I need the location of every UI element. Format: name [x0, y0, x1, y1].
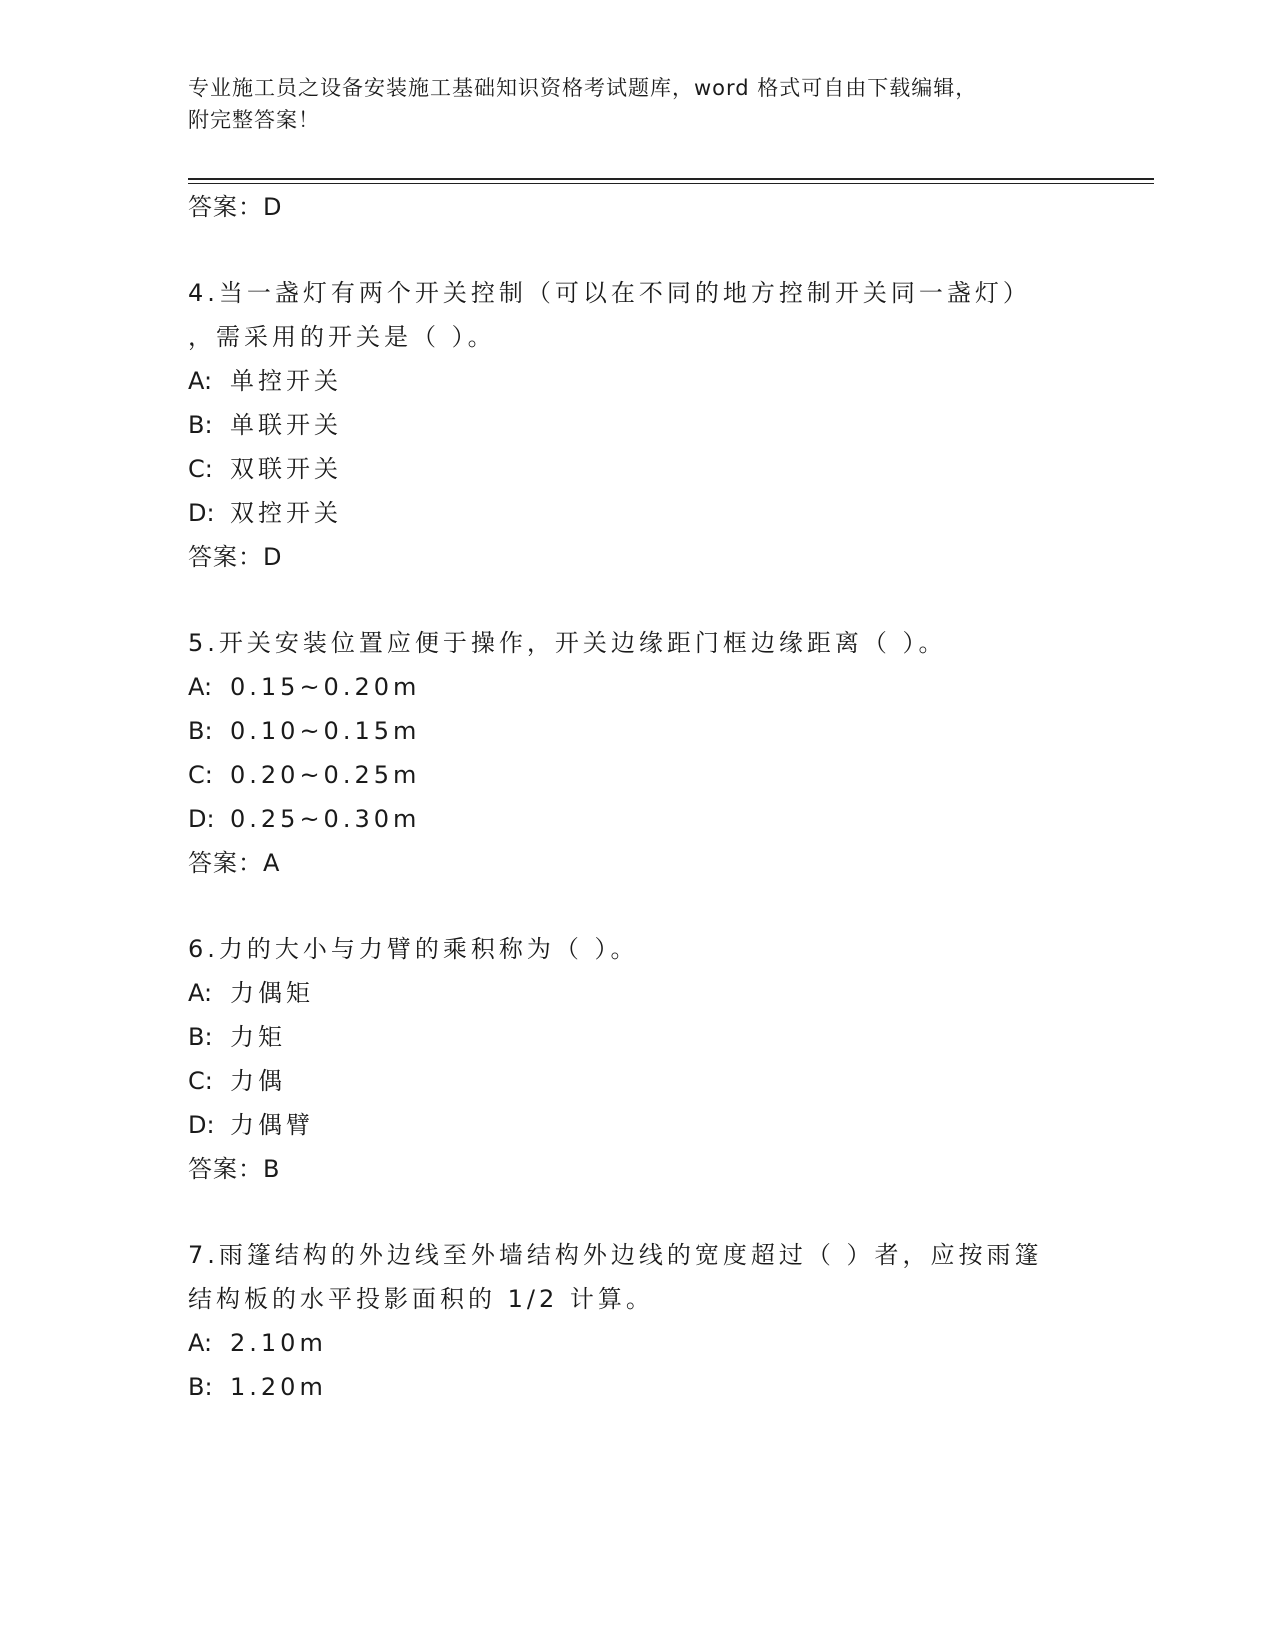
- option-label: A:: [188, 367, 213, 395]
- option-label: B:: [188, 1023, 213, 1051]
- question-7-option-a: [188, 1328, 327, 1358]
- question-6-option-d: [188, 1110, 314, 1140]
- question-4-option-c: [188, 454, 342, 484]
- answer-prev: 答案：D: [188, 193, 283, 221]
- option-text: 单联开关: [230, 411, 342, 439]
- option-text: 双控开关: [230, 499, 342, 527]
- option-label: A:: [188, 1329, 213, 1357]
- page-header: [188, 72, 1068, 136]
- option-label: D:: [188, 1111, 215, 1139]
- question-7-option-b: [188, 1372, 327, 1402]
- header-rule-thin: [188, 183, 1154, 184]
- option-text: 0.25~0.30m: [230, 805, 421, 833]
- option-label: A:: [188, 673, 213, 701]
- option-text: 力偶矩: [230, 979, 314, 1007]
- question-5-option-b: [188, 716, 420, 746]
- question-4-text-line-1: 4.当一盏灯有两个开关控制（可以在不同的地方控制开关同一盏灯）: [188, 279, 1031, 307]
- option-text: 力偶臂: [230, 1111, 314, 1139]
- option-label: D:: [188, 499, 215, 527]
- header-line-1: 专业施工员之设备安装施工基础知识资格考试题库，word 格式可自由下载编辑，: [188, 76, 978, 100]
- option-label: C:: [188, 761, 213, 789]
- question-4-text-line-2: ，需采用的开关是（ ）。: [188, 323, 496, 351]
- option-text: 力矩: [230, 1023, 286, 1051]
- option-text: 单控开关: [230, 367, 342, 395]
- question-6-option-c: [188, 1066, 286, 1096]
- option-text: 1.20m: [230, 1373, 327, 1401]
- option-text: 0.15~0.20m: [230, 673, 421, 701]
- question-6-text-line-1: 6.力的大小与力臂的乘积称为（ ）。: [188, 935, 639, 963]
- option-label: A:: [188, 979, 213, 1007]
- question-4-option-a: [188, 366, 342, 396]
- question-7-text-line-1: 7.雨篷结构的外边线至外墙结构外边线的宽度超过（ ）者，应按雨篷: [188, 1241, 1043, 1269]
- header-rule-thick: [188, 178, 1154, 180]
- header-line-2: 附完整答案！: [188, 108, 320, 132]
- option-label: B:: [188, 717, 213, 745]
- question-5-option-c: [188, 760, 420, 790]
- option-label: B:: [188, 411, 213, 439]
- option-text: 2.10m: [230, 1329, 327, 1357]
- question-5-answer: 答案：A: [188, 849, 281, 877]
- option-text: 0.20~0.25m: [230, 761, 421, 789]
- question-5-text-line-1: 5.开关安装位置应便于操作，开关边缘距门框边缘距离（ ）。: [188, 629, 947, 657]
- question-6-option-b: [188, 1022, 286, 1052]
- question-6-option-a: [188, 978, 314, 1008]
- question-4-option-b: [188, 410, 342, 440]
- option-label: C:: [188, 455, 213, 483]
- option-text: 双联开关: [230, 455, 342, 483]
- question-6-answer: 答案：B: [188, 1155, 281, 1183]
- question-4-answer: 答案：D: [188, 543, 283, 571]
- option-text: 0.10~0.15m: [230, 717, 421, 745]
- question-7-text-line-2: 结构板的水平投影面积的 1/2 计算。: [188, 1285, 654, 1313]
- option-label: C:: [188, 1067, 213, 1095]
- question-4-option-d: [188, 498, 342, 528]
- option-label: D:: [188, 805, 215, 833]
- question-5-option-d: [188, 804, 420, 834]
- option-text: 力偶: [230, 1067, 286, 1095]
- option-label: B:: [188, 1373, 213, 1401]
- question-5-option-a: [188, 672, 420, 702]
